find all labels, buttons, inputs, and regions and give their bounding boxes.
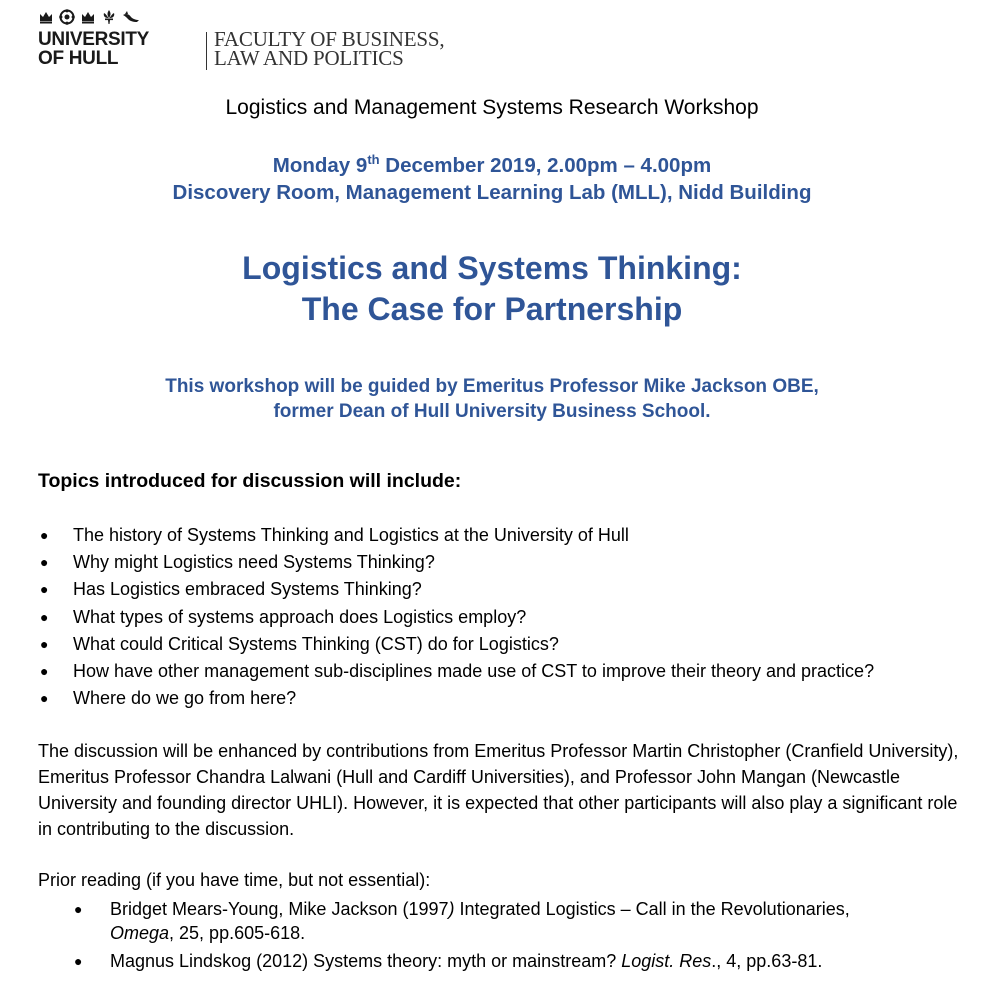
crown-icon [80, 9, 96, 25]
faculty-name-line: LAW AND POLITICS [214, 46, 404, 70]
list-item [38, 523, 874, 550]
list-item [38, 577, 874, 604]
reading-authors: Bridget Mears-Young, Mike Jackson (1997 [110, 899, 449, 919]
reading-paren: ) [448, 899, 455, 919]
list-item [74, 897, 850, 945]
guide-line: former Dean of Hull University Business School. [273, 401, 711, 422]
bullet-icon: ● [40, 635, 49, 652]
university-name-line: OF HULL [38, 48, 119, 69]
event-location: Discovery Room, Management Learning Lab (MLL), Nidd Building [172, 181, 812, 204]
reading-line [110, 921, 850, 945]
topic-text: What could Critical Systems Thinking (CST) do for Logistics? [73, 633, 559, 654]
list-item [38, 686, 874, 713]
list-item [38, 632, 874, 659]
list-item [38, 659, 874, 686]
university-name [38, 30, 149, 68]
bullet-icon: ● [40, 690, 49, 707]
topics-heading: Topics introduced for discussion will include: [38, 470, 462, 492]
topic-text: How have other management sub-disciplines made use of CST to improve their theory and practice? [73, 660, 875, 681]
bullet-icon: ● [40, 662, 49, 679]
event-info [0, 152, 984, 206]
bullet-icon: ● [74, 953, 83, 969]
main-title-line: The Case for Partnership [301, 291, 683, 327]
crest-row [38, 8, 140, 26]
reading-details: , 25, pp.605-618. [169, 923, 306, 943]
reading-heading: Prior reading (if you have time, but not essential): [38, 870, 431, 890]
topic-text: The history of Systems Thinking and Logistics at the University of Hull [73, 525, 629, 545]
university-name-line: UNIVERSITY [38, 29, 150, 50]
reading-authors: Magnus Lindskog (2012) Systems theory: myth or mainstream? [110, 951, 622, 971]
bullet-icon: ● [74, 901, 83, 917]
reading-list [74, 897, 850, 977]
topics-list [38, 523, 874, 713]
bird-icon [122, 9, 140, 25]
list-item [38, 550, 874, 577]
main-title-line: Logistics and Systems Thinking: [242, 250, 742, 286]
reading-title: Integrated Logistics – Call in the Revolutionaries, [454, 899, 850, 919]
event-date-suffix: th [367, 152, 380, 168]
university-logo [38, 8, 445, 70]
crown-icon [38, 9, 54, 25]
reading-journal: Omega [110, 923, 170, 943]
logo-divider [206, 32, 207, 70]
reading-line [110, 949, 850, 973]
topic-text: Where do we go from here? [73, 688, 297, 709]
topic-text: Why might Logistics need Systems Thinking? [73, 552, 435, 573]
event-date [0, 152, 984, 179]
list-item [38, 605, 874, 632]
bullet-icon: ● [40, 554, 49, 571]
guide-info [0, 374, 984, 424]
main-title [0, 248, 984, 330]
topic-text: What types of systems approach does Logistics employ? [73, 606, 527, 627]
bullet-icon: ● [40, 527, 49, 543]
guide-line: This workshop will be guided by Emeritus Professor Mike Jackson OBE, [165, 376, 819, 397]
fleur-de-lis-icon [101, 9, 117, 25]
event-date-rest: December 2019, 2.00pm – 4.00pm [379, 154, 712, 177]
event-date-prefix: Monday 9 [272, 154, 368, 177]
reading-journal: Logist. Res [621, 951, 712, 971]
topic-text: Has Logistics embraced Systems Thinking? [73, 579, 422, 600]
faculty-name-line: FACULTY OF BUSINESS, [214, 27, 445, 51]
rose-icon [59, 9, 75, 25]
reading-details: ., 4, pp.63-81. [711, 951, 823, 971]
workshop-title: Logistics and Management Systems Research Workshop [225, 96, 759, 119]
reading-line [110, 897, 850, 921]
faculty-name [214, 27, 445, 70]
list-item [74, 949, 850, 973]
discussion-paragraph: The discussion will be enhanced by contributions from Emeritus Professor Martin Christopher (Cranfield University), Emeritus Professor Chandra Lalwani (Hull and Cardiff Universities), and Professor John Mangan (Newcastle University and founding director UHLI). However, it is expected that other participants will also play a significant role in contributing to the discussion. [38, 741, 959, 839]
bullet-icon: ● [40, 581, 49, 598]
bullet-icon: ● [40, 608, 49, 625]
